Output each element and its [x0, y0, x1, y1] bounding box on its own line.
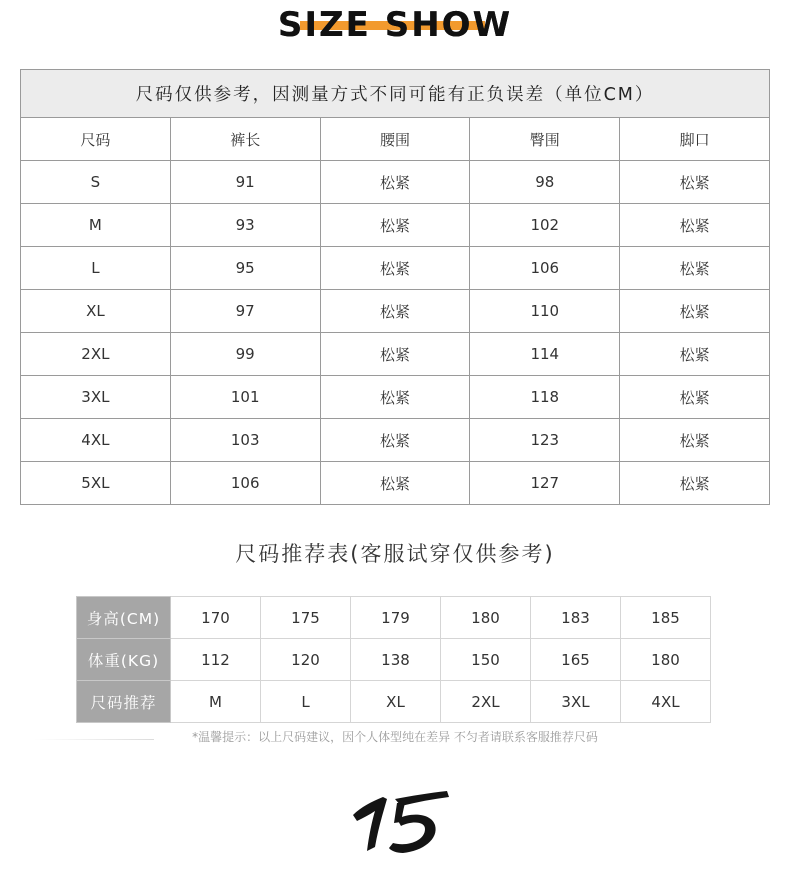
recommended-size-cell: L	[261, 681, 351, 723]
size-cell: M	[21, 204, 171, 247]
column-header-cuff: 脚口	[620, 118, 770, 161]
table-row	[21, 333, 770, 376]
size-cell: 3XL	[21, 376, 171, 419]
recommended-size-cell: 2XL	[441, 681, 531, 723]
weight-cell: 138	[351, 639, 441, 681]
column-header-waist: 腰围	[320, 118, 470, 161]
length-cell: 101	[170, 376, 320, 419]
size-table-header-row	[21, 118, 770, 161]
size-cell: 2XL	[21, 333, 171, 376]
column-header-hip: 臀围	[470, 118, 620, 161]
table-row	[21, 247, 770, 290]
recommended-size-cell: M	[171, 681, 261, 723]
page-number-brush	[345, 785, 455, 860]
hip-cell: 110	[470, 290, 620, 333]
hip-cell: 123	[470, 419, 620, 462]
cuff-cell: 松紧	[620, 290, 770, 333]
weight-cell: 120	[261, 639, 351, 681]
row-label-size: 尺码推荐	[77, 681, 171, 723]
cuff-cell: 松紧	[620, 376, 770, 419]
height-cell: 179	[351, 597, 441, 639]
size-cell: S	[21, 161, 171, 204]
row-label-weight: 体重(KG)	[77, 639, 171, 681]
length-cell: 97	[170, 290, 320, 333]
cuff-cell: 松紧	[620, 333, 770, 376]
size-cell: 4XL	[21, 419, 171, 462]
size-table	[20, 69, 770, 505]
size-cell: L	[21, 247, 171, 290]
size-cell: 5XL	[21, 462, 171, 505]
length-cell: 99	[170, 333, 320, 376]
cuff-cell: 松紧	[620, 462, 770, 505]
column-header-length: 裤长	[170, 118, 320, 161]
weight-cell: 165	[531, 639, 621, 681]
table-row	[21, 376, 770, 419]
recommend-title: 尺码推荐表(客服试穿仅供参考)	[235, 542, 555, 566]
weight-cell: 112	[171, 639, 261, 681]
recommend-table	[76, 596, 711, 723]
height-cell: 180	[441, 597, 531, 639]
recommend-row-size	[77, 681, 711, 723]
weight-cell: 180	[621, 639, 711, 681]
page-title: SIZE SHOW	[277, 5, 513, 45]
table-row	[21, 290, 770, 333]
length-cell: 95	[170, 247, 320, 290]
size-table-note: 尺码仅供参考，因测量方式不同可能有正负误差（单位CM）	[21, 70, 770, 118]
waist-cell: 松紧	[320, 161, 470, 204]
cuff-cell: 松紧	[620, 419, 770, 462]
cuff-cell: 松紧	[620, 161, 770, 204]
length-cell: 91	[170, 161, 320, 204]
cuff-cell: 松紧	[620, 247, 770, 290]
waist-cell: 松紧	[320, 376, 470, 419]
hip-cell: 127	[470, 462, 620, 505]
page-number: 15	[345, 785, 347, 786]
size-cell: XL	[21, 290, 171, 333]
recommended-size-cell: 4XL	[621, 681, 711, 723]
row-label-height: 身高(CM)	[77, 597, 171, 639]
recommend-row-weight	[77, 639, 711, 681]
column-header-size: 尺码	[21, 118, 171, 161]
hip-cell: 106	[470, 247, 620, 290]
length-cell: 93	[170, 204, 320, 247]
weight-cell: 150	[441, 639, 531, 681]
waist-cell: 松紧	[320, 419, 470, 462]
hip-cell: 102	[470, 204, 620, 247]
waist-cell: 松紧	[320, 290, 470, 333]
table-row	[21, 419, 770, 462]
cuff-cell: 松紧	[620, 204, 770, 247]
recommend-row-height	[77, 597, 711, 639]
recommended-size-cell: XL	[351, 681, 441, 723]
waist-cell: 松紧	[320, 204, 470, 247]
height-cell: 185	[621, 597, 711, 639]
height-cell: 175	[261, 597, 351, 639]
title-block	[0, 4, 790, 48]
waist-cell: 松紧	[320, 333, 470, 376]
waist-cell: 松紧	[320, 462, 470, 505]
hip-cell: 114	[470, 333, 620, 376]
size-table-note-row	[21, 70, 770, 118]
table-row	[21, 204, 770, 247]
height-cell: 183	[531, 597, 621, 639]
table-row	[21, 161, 770, 204]
length-cell: 103	[170, 419, 320, 462]
height-cell: 170	[171, 597, 261, 639]
length-cell: 106	[170, 462, 320, 505]
tip-text: *温馨提示：以上尺码建议，因个人体型纯在差异 不匀者请联系客服推荐尺码	[192, 730, 598, 744]
waist-cell: 松紧	[320, 247, 470, 290]
recommended-size-cell: 3XL	[531, 681, 621, 723]
table-row	[21, 462, 770, 505]
hip-cell: 98	[470, 161, 620, 204]
hip-cell: 118	[470, 376, 620, 419]
